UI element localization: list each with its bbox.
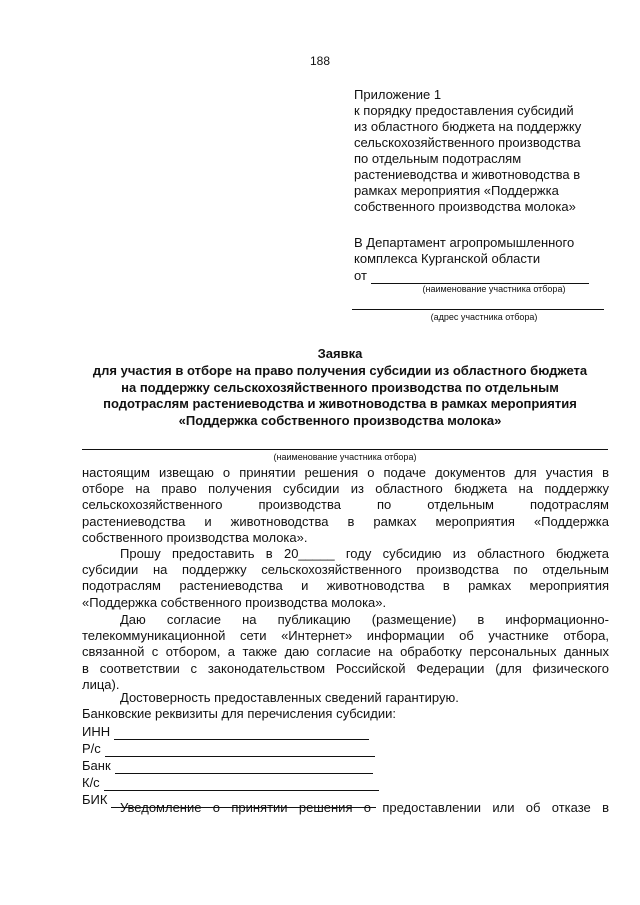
bik-label: БИК (82, 792, 108, 807)
from-name-field[interactable] (371, 270, 589, 284)
addressee-block (354, 235, 614, 323)
paragraph-line: Достоверность предоставленных сведений гарантирую. (120, 690, 459, 705)
paragraph-line: субсидии на поддержку сельскохозяйственного производства по отдельным (82, 562, 609, 578)
appendix-line: рамках мероприятия «Поддержка (354, 183, 559, 198)
paragraph-guarantee (82, 690, 609, 722)
address-caption: (адрес участника отбора) (430, 312, 538, 322)
from-label: от (354, 268, 367, 283)
paragraph-line: связанной с отбором, а также даю согласие на обработку персональных данных (82, 644, 609, 660)
paragraph-line: Уведомление о принятии решения о предоставлении или об отказе в (120, 800, 609, 815)
rs-row (82, 740, 379, 757)
appendix-line: по отдельным подотраслям (354, 151, 522, 166)
document-title: Заявка (317, 346, 363, 361)
paragraph-line: Даю согласие на публикацию (размещение) в информационно- (120, 612, 609, 627)
paragraph-notice (82, 465, 609, 546)
rs-label: Р/с (82, 741, 101, 756)
paragraph-line: Прошу предоставить в 20_____ году субсидию из областного бюджета (120, 546, 609, 561)
ks-row (82, 774, 379, 791)
document-subtitle (40, 363, 640, 429)
paragraph-consent (82, 612, 609, 693)
paragraph-line: отборе на право получения субсидии из областного бюджета на поддержку (82, 481, 609, 497)
paragraph-line: «Поддержка собственного производства молока». (82, 594, 387, 610)
from-caption: (наименование участника отбора) (422, 284, 566, 294)
subtitle-line: «Поддержка собственного производства молока» (178, 412, 502, 428)
page-number: 188 (309, 54, 331, 68)
bank-details (82, 723, 379, 808)
paragraph-line: Банковские реквизиты для перечисления субсидии: (82, 706, 396, 722)
participant-name-caption: (наименование участника отбора) (273, 452, 417, 462)
appendix-header (354, 87, 604, 215)
bank-field[interactable] (115, 760, 373, 774)
paragraph-line: настоящим извещаю о принятии решения о подаче документов для участия в (82, 465, 609, 480)
appendix-line: к порядку предоставления субсидий (354, 103, 574, 118)
appendix-line: сельскохозяйственного производства (354, 135, 581, 150)
appendix-line: растениеводства и животноводства в (354, 167, 581, 182)
subtitle-line: подотраслям растениеводства и животноводства в рамках мероприятия (103, 396, 577, 411)
appendix-line: собственного производства молока» (354, 199, 576, 214)
paragraph-line: подотраслям растениеводства и животноводства в рамках мероприятия (82, 578, 609, 594)
inn-row (82, 723, 379, 740)
ks-label: К/с (82, 775, 100, 790)
participant-name-field[interactable] (82, 443, 608, 450)
rs-field[interactable] (105, 743, 375, 757)
address-field[interactable] (352, 295, 604, 310)
paragraph-request (82, 546, 609, 611)
ks-field[interactable] (104, 777, 379, 791)
paragraph-notification (82, 800, 609, 816)
inn-field[interactable] (114, 726, 369, 740)
inn-label: ИНН (82, 724, 111, 739)
paragraph-line: в соответствии с законодательством Российской Федерации (для физического (82, 660, 609, 676)
subtitle-line: для участия в отборе на право получения субсидии из областного бюджета (92, 363, 588, 378)
bank-label: Банк (82, 758, 111, 773)
paragraph-line: телекоммуникационной сети «Интернет» информации об участнике отбора, (82, 628, 609, 644)
appendix-line: из областного бюджета на поддержку (354, 119, 582, 134)
bank-row (82, 757, 379, 774)
paragraph-line: сельскохозяйственного производства по отдельным подотраслям (82, 497, 609, 513)
addressee-line-2: комплекса Курганской области (354, 251, 541, 266)
appendix-line: Приложение 1 (354, 87, 442, 102)
from-row (354, 268, 614, 284)
addressee-line-1: В Департамент агропромышленного (354, 235, 575, 250)
paragraph-line: собственного производства молока». (82, 529, 308, 545)
paragraph-line: растениеводства и животноводства в рамках мероприятия «Поддержка (82, 513, 609, 529)
subtitle-line: на поддержку сельскохозяйственного производства по отдельным (121, 379, 559, 395)
paragraph-line: лица). (82, 676, 120, 692)
